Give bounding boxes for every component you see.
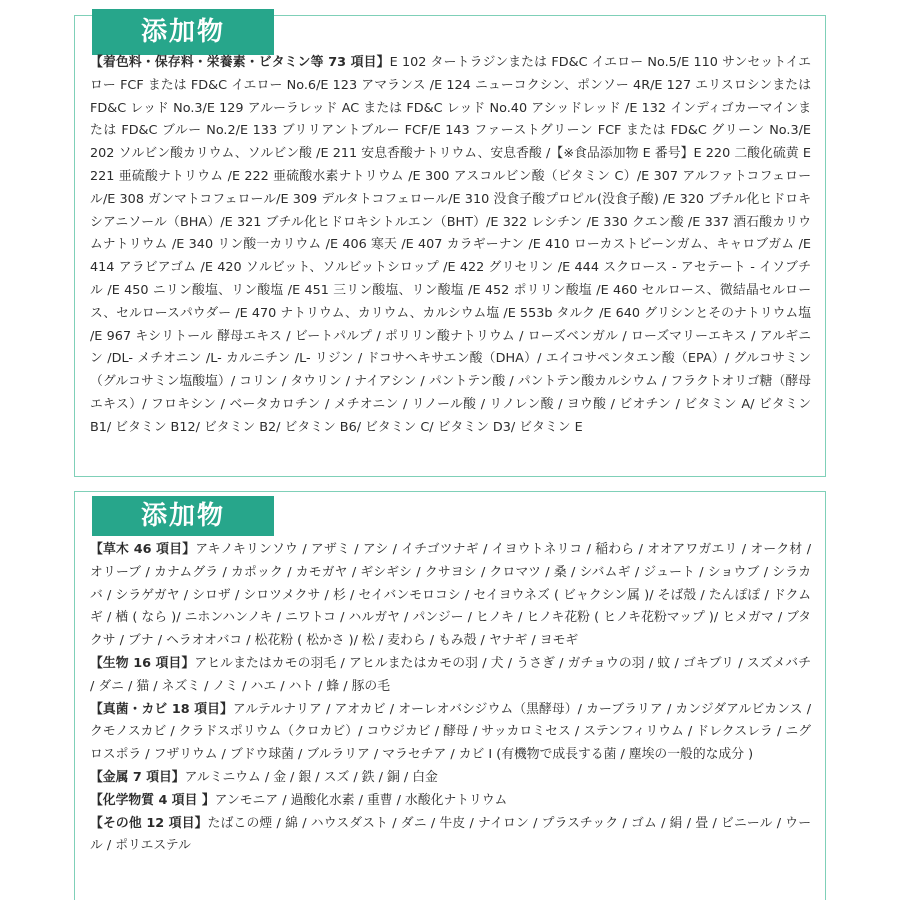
section-tag: 添加物 [92, 9, 274, 55]
category-label: 【真菌・カビ 18 項目】 [90, 701, 233, 717]
additives-panel-2 [74, 491, 826, 900]
category-label: 【化学物質 4 項目 】 [90, 792, 215, 808]
allergen-list [90, 539, 811, 858]
additives-panel-1 [74, 15, 826, 477]
category-items: E 102 タートラジンまたは FD&C イエロー No.5/E 110 サンセットイエロー FCF または FD&C イエロー No.6/E 123 アマランス /E 124 ニューコクシン、ポンソー 4R/E 127 エリスロシンまたは FD&C レッド No.3/E 129 アルーラレッド AC または FD&C レッド No.40 アシッドレッド /E 132 インディゴカーマインまたは FD&C ブルー No.2/E 133 ブリリアントブルー FCF/E 143 ファーストグリーン FCF または FD&C グリーン No.3/E 202 ソルビン酸カリウム、ソルビン酸 /E 211 安息香酸ナトリウム、安息香酸 /【※食品添加物 E 番号】E 220 二酸化硫黄 E 221 亜硫酸ナトリウム /E 222 亜硫酸水素ナトリウム /E 300 アスコルビン酸（ビタミン C）/E 307 アルファトコフェロール/E 308 ガンマトコフェロール/E 309 デルタトコフェロール/E 310 没食子酸プロピル(没食子酸) /E 320 ブチル化ヒドロキシアニソール（BHA）/E 321 ブチル化ヒドロキシトルエン（BHT）/E 322 レシチン /E 330 クエン酸 /E 337 酒石酸カリウムナトリウム /E 340 リン酸一カリウム /E 406 寒天 /E 407 カラギーナン /E 410 ローカストビーンガム、キャロブガム /E 414 アラビアゴム /E 420 ソルビット、ソルビットシロップ /E 422 グリセリン /E 444 スクロース - アセテート - イソブチル /E 450 ニリン酸塩、リン酸塩 /E 451 三リン酸塩、リン酸塩 /E 452 ポリリン酸塩 /E 460 セルロース、微結晶セルロース、セルロースパウダー /E 470 ナトリウム、カリウム、カルシウム塩 /E 553b タルク /E 640 グリシンとそのナトリウム塩 /E 967 キシリトール 酵母エキス / ビートパルプ / ポリリン酸ナトリウム / ローズベンガル / ローズマリーエキス / アルギニン /DL- メチオニン /L- カルニチン /L- リジン / ドコサヘキサエン酸（DHA）/ エイコサペンタエン酸（EPA）/ グルコサミン（グルコサミン塩酸塩）/ コリン / タウリン / ナイアシン / パントテン酸 / パントテン酸カルシウム / フラクトオリゴ糖（酵母エキス）/ フロキシン / ベータカロチン / メチオニン / リノール酸 / リノレン酸 / ヨウ酸 / ビオチン / ビタミン A/ ビタミン B1/ ビタミン B12/ ビタミン B2/ ビタミン B6/ ビタミン C/ ビタミン D3/ ビタミン E [90, 55, 812, 435]
category-label: 【金属 7 項目】 [90, 769, 185, 785]
category-chemicals [90, 790, 811, 813]
category-items: アヒルまたはカモの羽毛 / アヒルまたはカモの羽 / 犬 / うさぎ / ガチョウの羽 / 蚊 / ゴキブリ / スズメバチ / ダニ / 猫 / ネズミ / ノミ / ハエ / ハト / 蜂 / 豚の毛 [90, 655, 812, 694]
section-tag: 添加物 [92, 496, 274, 536]
category-items: アルテルナリア / アオカビ / オーレオバシジウム（黒酵母）/ カーブラリア / カンジダアルビカンス / クモノスカビ / クラドスポリウム（クロカビ）/ コウジカビ / 酵母 / サッカロミセス / ステンフィリウム / ドレクスレラ / ニグロスポラ / フザリウム / ブドウ球菌 / ブルラリア / マラセチア / カビ I (有機物で成長する菌 / 塵埃の一般的な成分 ) [90, 701, 812, 763]
category-label: 【生物 16 項目】 [90, 655, 195, 671]
category-fungi [90, 699, 811, 767]
category-animals [90, 653, 811, 699]
category-items: たばこの煙 / 綿 / ハウスダスト / ダニ / 牛皮 / ナイロン / プラスチック / ゴム / 絹 / 畳 / ビニール / ウール / ポリエステル [90, 815, 812, 854]
category-plants [90, 539, 811, 653]
category-items: アルミニウム / 金 / 銀 / スズ / 鉄 / 銅 / 白金 [184, 769, 438, 785]
category-label: 【草木 46 項目】 [90, 542, 196, 557]
category-label: 【その他 12 項目】 [90, 815, 208, 831]
category-items: アンモニア / 過酸化水素 / 重曹 / 水酸化ナトリウム [214, 792, 508, 808]
category-label: 【着色料・保存料・栄養素・ビタミン等 73 項目】 [90, 55, 390, 70]
additives-list [90, 52, 811, 440]
category-other [90, 813, 811, 859]
category-metals [90, 767, 811, 790]
category-items: アキノキリンソウ / アザミ / アシ / イチゴツナギ / イヨウトネリコ / 稲わら / オオアワガエリ / オーク材 / オリーブ / カナムグラ / カポック / カモガヤ / ギシギシ / クサヨシ / クロマツ / 桑 / シバムギ / ジュート / ショウブ / シラカバ / シラゲガヤ / シロザ / シロツメクサ / 杉 / セイバンモロコシ / セイヨウネズ ( ビャクシン属 )/ そば殻 / たんぽぽ / ドクムギ / 楢 ( なら )/ ニホンハンノキ / ニワトコ / ハルガヤ / パンジー / ヒノキ / ヒノキ花粉 ( ヒノキ花粉マップ )/ ヒメガマ / ブタクサ / ブナ / ヘラオオバコ / 松花粉 ( 松かさ )/ 松 / 麦わら / もみ殻 / ヤナギ / ヨモギ [90, 542, 812, 649]
